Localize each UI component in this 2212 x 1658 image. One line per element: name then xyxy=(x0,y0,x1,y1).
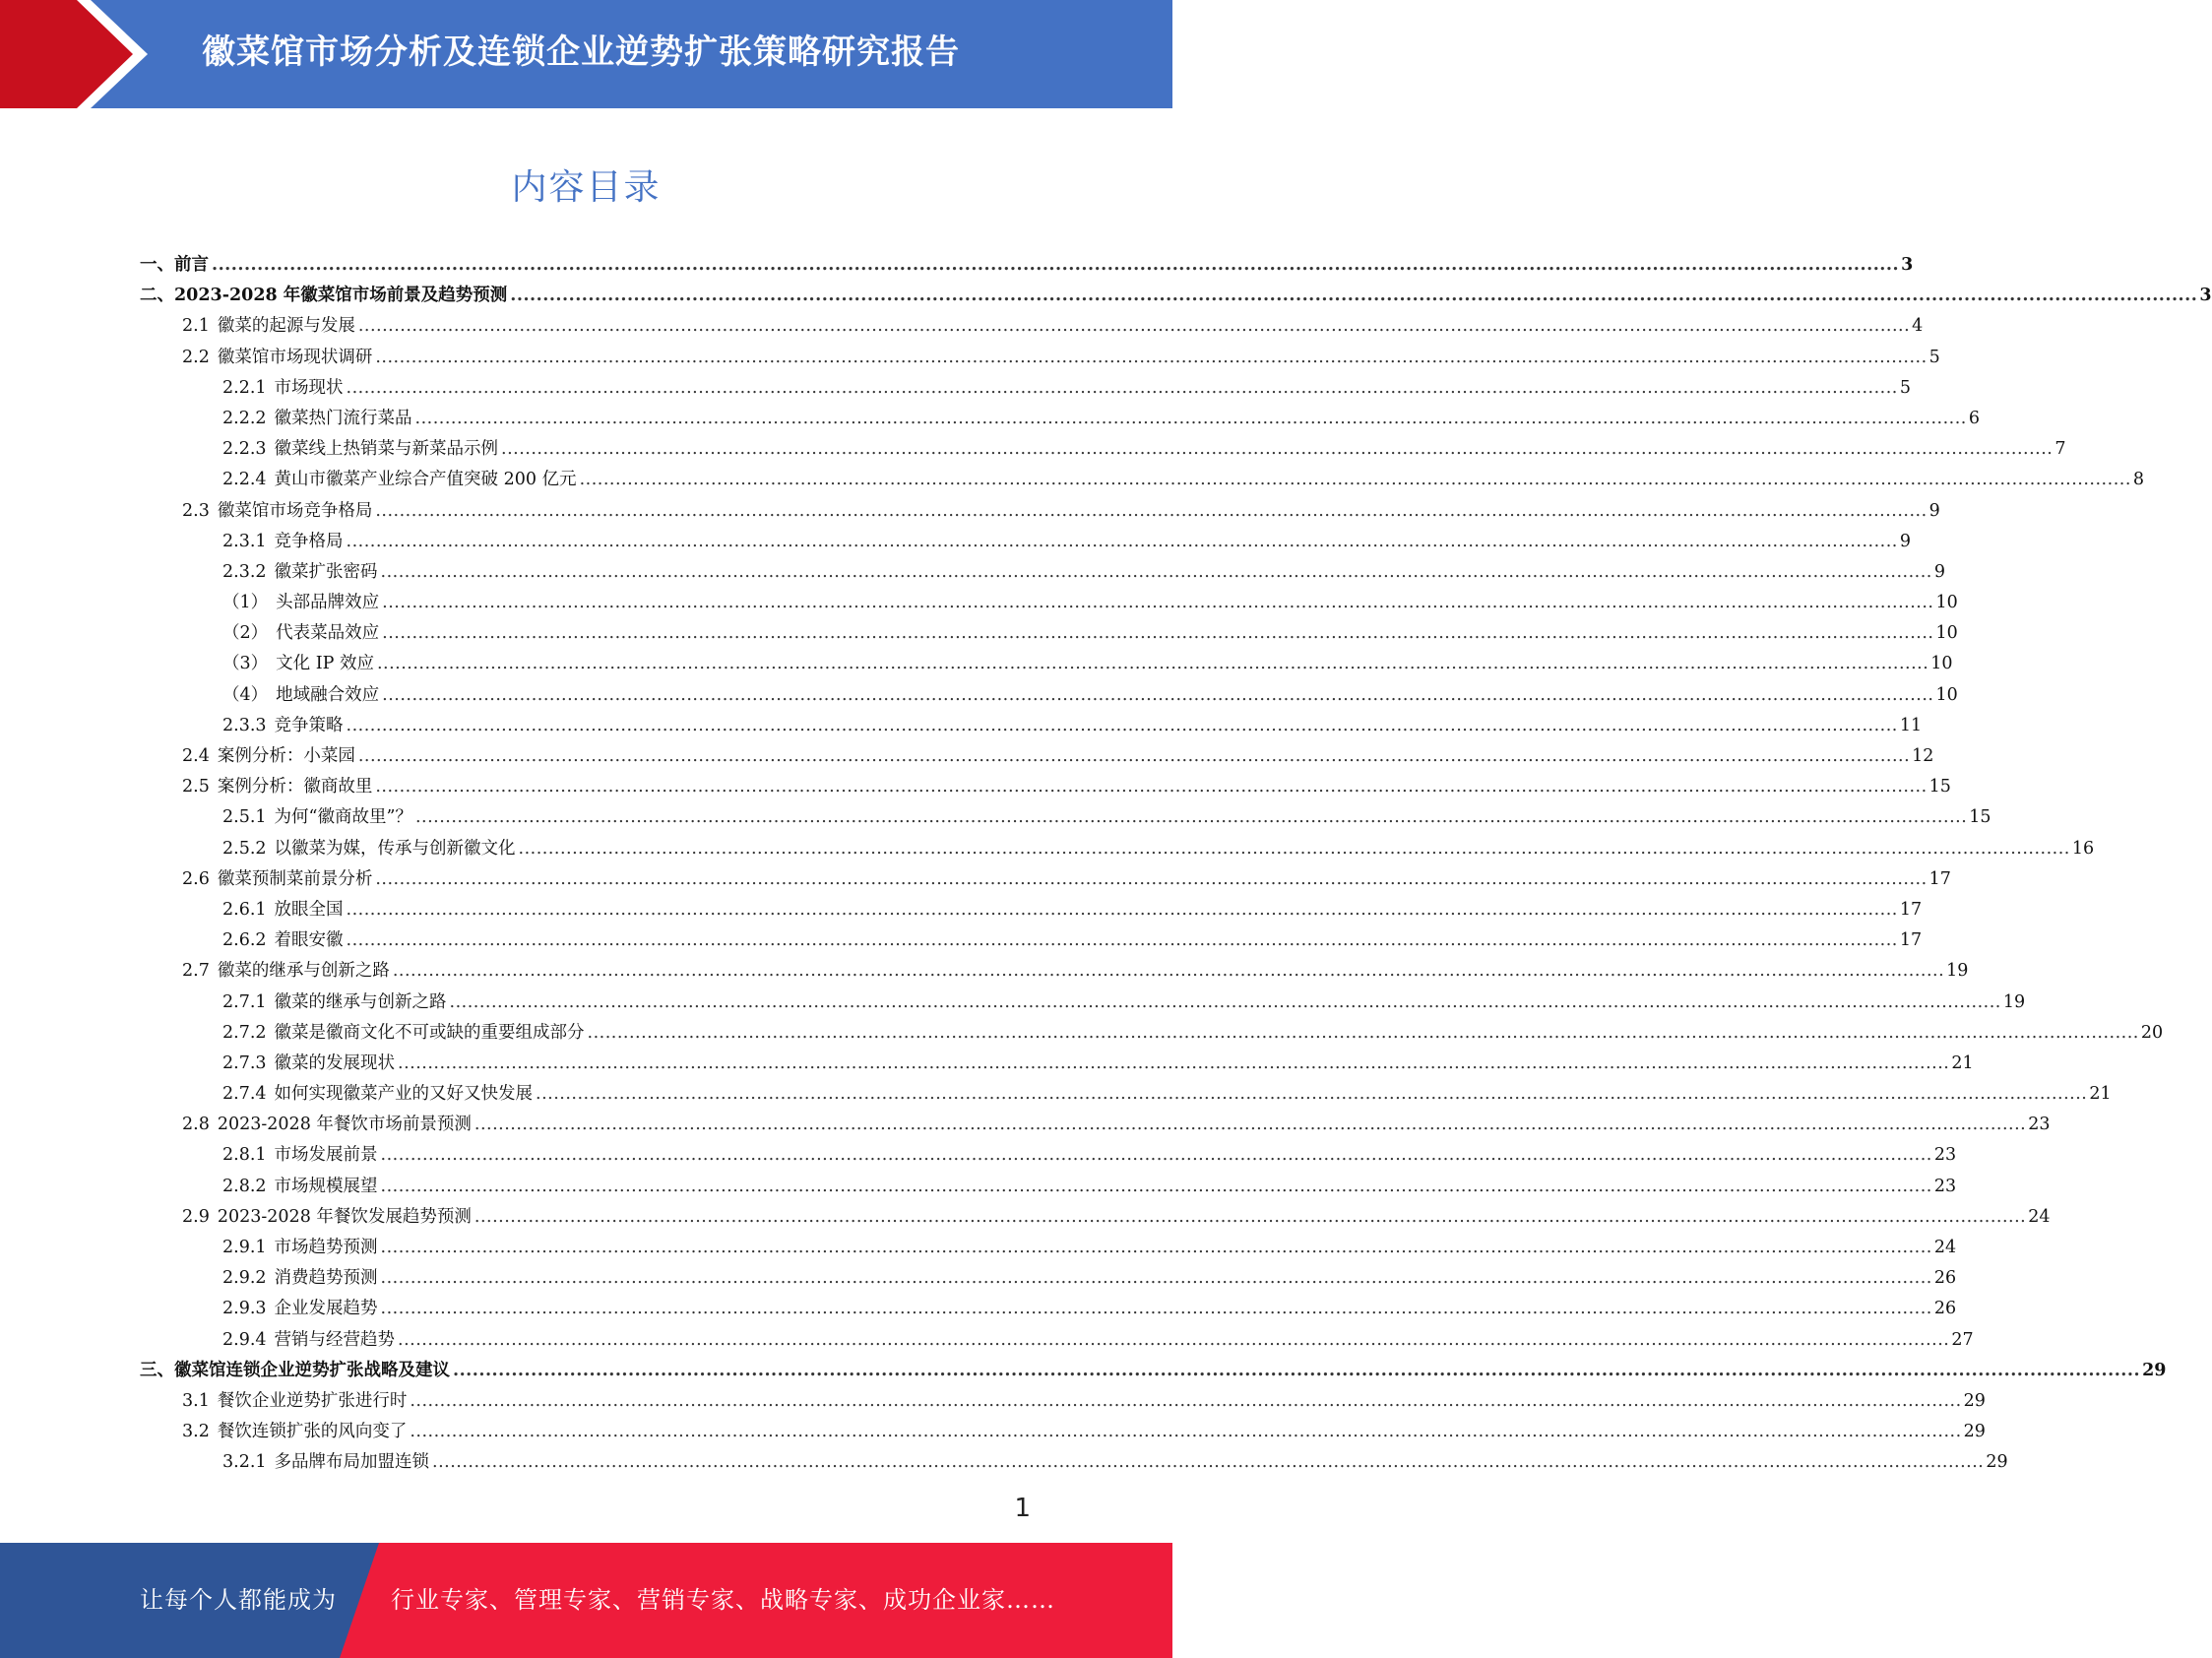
toc-entry-title: 徽菜预制菜前景分析 xyxy=(217,868,373,889)
toc-entry-page: 10 xyxy=(1930,654,1953,674)
toc-entry-number: 2.5 xyxy=(182,777,210,797)
toc-dot-leader: .................................................................................................................................................................................................................................................................... xyxy=(375,347,1928,367)
toc-dot-leader: .................................................................................................................................................................................................................................................................... xyxy=(410,1422,1962,1442)
toc-entry[interactable] xyxy=(140,1325,1974,1356)
toc-entry[interactable] xyxy=(140,343,1940,373)
toc-entry-title: 市场发展前景 xyxy=(274,1145,378,1166)
toc-entry-page: 9 xyxy=(1933,561,1945,582)
toc-entry[interactable] xyxy=(140,1263,1957,1294)
toc-entry-page: 15 xyxy=(1969,807,1991,828)
toc-entry[interactable] xyxy=(140,1386,1986,1417)
table-of-contents xyxy=(140,250,2212,1479)
toc-entry-page: 23 xyxy=(2028,1115,2051,1135)
toc-entry-page: 11 xyxy=(1899,715,1923,735)
header-banner xyxy=(0,0,1172,108)
toc-entry[interactable] xyxy=(140,618,1958,649)
toc-entry-page: 5 xyxy=(1928,347,1940,367)
toc-entry[interactable] xyxy=(140,465,2145,495)
toc-dot-leader: .................................................................................................................................................................................................................................................................... xyxy=(398,1052,1950,1073)
toc-entry-number: 三、 xyxy=(140,1360,174,1380)
page-number: 1 xyxy=(1014,1494,1031,1523)
toc-entry-title: 市场趋势预测 xyxy=(274,1238,378,1257)
toc-dot-leader: .................................................................................................................................................................................................................................................................... xyxy=(474,1206,2027,1227)
toc-entry-title: 徽菜的继承与创新之路 xyxy=(274,991,447,1012)
toc-entry-page: 16 xyxy=(2071,838,2095,859)
toc-entry-page: 3 xyxy=(2199,286,2212,306)
toc-entry-title: 着眼安徽 xyxy=(274,930,344,951)
toc-entry[interactable] xyxy=(140,1202,2051,1233)
toc-entry-number: 2.7.1 xyxy=(222,991,267,1012)
toc-entry-title: 文化 IP 效应 xyxy=(276,654,374,674)
toc-entry-title: 案例分析：徽商故里 xyxy=(217,777,373,797)
toc-entry[interactable] xyxy=(140,1294,1957,1324)
toc-entry-title: 徽菜馆连锁企业逆势扩张战略及建议 xyxy=(174,1360,450,1380)
toc-entry-number: 2.9.1 xyxy=(222,1238,267,1257)
toc-dot-leader: .................................................................................................................................................................................................................................................................... xyxy=(375,500,1928,521)
toc-entry-title: 市场规模展望 xyxy=(274,1176,378,1196)
toc-entry[interactable] xyxy=(140,527,1911,557)
toc-entry-title: 徽菜扩张密码 xyxy=(274,561,378,582)
toc-entry[interactable] xyxy=(140,1447,2008,1478)
toc-entry-number: 二、 xyxy=(140,286,174,306)
toc-dot-leader: .................................................................................................................................................................................................................................................................... xyxy=(510,286,2198,306)
toc-entry[interactable] xyxy=(140,1172,1957,1202)
toc-entry-title: 市场现状 xyxy=(274,377,344,398)
toc-entry[interactable] xyxy=(140,895,1923,925)
toc-heading: 内容目录 xyxy=(511,167,662,208)
toc-entry-title: 放眼全国 xyxy=(274,899,344,920)
toc-entry-title: 徽菜馆市场竞争格局 xyxy=(217,500,373,521)
toc-entry-number: 2.7.3 xyxy=(222,1052,267,1073)
toc-entry-number: 3.2.1 xyxy=(222,1452,267,1473)
toc-entry-number: 2.4 xyxy=(182,746,210,766)
toc-dot-leader: .................................................................................................................................................................................................................................................................... xyxy=(449,991,2001,1012)
toc-entry[interactable] xyxy=(140,1018,2164,1049)
toc-entry-page: 29 xyxy=(1986,1452,2008,1473)
toc-entry[interactable] xyxy=(140,1140,1957,1171)
toc-entry-number: （1） xyxy=(222,593,269,613)
toc-entry-number: 3.1 xyxy=(182,1390,210,1411)
toc-entry-page: 27 xyxy=(1951,1329,1974,1350)
toc-entry-page: 21 xyxy=(1951,1052,1974,1073)
toc-dot-leader: .................................................................................................................................................................................................................................................................... xyxy=(579,470,2131,490)
toc-entry-number: 2.2.2 xyxy=(222,408,267,428)
toc-dot-leader: .................................................................................................................................................................................................................................................................... xyxy=(357,746,1911,766)
toc-entry-page: 24 xyxy=(1933,1238,1957,1257)
toc-entry-number: （3） xyxy=(222,654,269,674)
toc-entry[interactable] xyxy=(140,711,1923,741)
toc-entry-page: 24 xyxy=(2028,1206,2051,1227)
toc-entry[interactable] xyxy=(140,680,1958,711)
toc-entry-title: 消费趋势预测 xyxy=(274,1268,378,1289)
toc-dot-leader: .................................................................................................................................................................................................................................................................... xyxy=(414,408,1967,428)
toc-entry-page: 21 xyxy=(2089,1084,2112,1105)
toc-entry-title: 徽菜的继承与创新之路 xyxy=(217,961,390,982)
toc-dot-leader: .................................................................................................................................................................................................................................................................... xyxy=(212,255,1900,275)
toc-entry[interactable] xyxy=(140,496,1940,527)
toc-entry-page: 8 xyxy=(2132,470,2145,490)
toc-entry[interactable] xyxy=(140,925,1923,956)
toc-entry-page: 3 xyxy=(1901,255,1914,275)
toc-entry[interactable] xyxy=(140,988,2026,1018)
toc-entry-number: 2.9.2 xyxy=(222,1268,267,1289)
toc-entry-title: 如何实现徽菜产业的又好又快发展 xyxy=(274,1084,534,1105)
toc-entry-title: 竞争格局 xyxy=(274,531,344,551)
toc-entry-page: 29 xyxy=(1963,1422,1986,1442)
toc-entry-title: 徽菜热门流行菜品 xyxy=(274,408,412,428)
toc-entry-number: 2.1 xyxy=(182,316,210,337)
toc-entry-page: 9 xyxy=(1899,531,1911,551)
toc-entry[interactable] xyxy=(140,557,1945,588)
toc-entry-number: 2.8.1 xyxy=(222,1145,267,1166)
toc-entry-page: 10 xyxy=(1935,593,1958,613)
toc-entry[interactable] xyxy=(140,649,1953,679)
toc-dot-leader: .................................................................................................................................................................................................................................................................... xyxy=(380,561,1932,582)
toc-entry-page: 23 xyxy=(1933,1176,1957,1196)
toc-entry-number: 2.7 xyxy=(182,961,210,982)
toc-entry-title: 营销与经营趋势 xyxy=(274,1329,396,1350)
toc-entry[interactable] xyxy=(140,434,2066,465)
toc-dot-leader: .................................................................................................................................................................................................................................................................... xyxy=(346,899,1898,920)
toc-dot-leader: .................................................................................................................................................................................................................................................................... xyxy=(357,316,1911,337)
toc-entry-title: 企业发展趋势 xyxy=(274,1299,378,1319)
toc-entry[interactable] xyxy=(140,1356,2167,1386)
toc-entry-title: 竞争策略 xyxy=(274,715,344,735)
header-arrow-graphic xyxy=(0,0,148,108)
report-title: 徽菜馆市场分析及连锁企业逆势扩张策略研究报告 xyxy=(202,32,960,72)
toc-entry-number: 一、 xyxy=(140,255,174,275)
toc-dot-leader: .................................................................................................................................................................................................................................................................... xyxy=(474,1115,2027,1135)
toc-entry-page: 19 xyxy=(1946,961,1969,982)
toc-entry-page: 20 xyxy=(2140,1022,2164,1043)
toc-entry-page: 29 xyxy=(1963,1390,1986,1411)
toc-entry[interactable] xyxy=(140,802,1991,833)
toc-entry[interactable] xyxy=(140,1049,1974,1079)
toc-entry[interactable] xyxy=(140,588,1958,618)
toc-entry-number: 2.5.1 xyxy=(222,807,267,828)
toc-entry[interactable] xyxy=(140,404,1980,434)
toc-dot-leader: .................................................................................................................................................................................................................................................................... xyxy=(382,593,1934,613)
toc-entry-title: 餐饮连锁扩张的风向变了 xyxy=(217,1422,408,1442)
toc-entry-number: 2.2.1 xyxy=(222,377,267,398)
toc-dot-leader: .................................................................................................................................................................................................................................................................... xyxy=(376,654,1929,674)
toc-entry-page: 17 xyxy=(1928,868,1951,889)
toc-entry-title: 徽菜的起源与发展 xyxy=(217,316,355,337)
toc-entry[interactable] xyxy=(140,311,1924,342)
toc-entry-number: 2.8.2 xyxy=(222,1176,267,1196)
toc-entry[interactable] xyxy=(140,1233,1957,1263)
toc-entry-number: 2.3.3 xyxy=(222,715,267,735)
toc-entry-number: 2.2.4 xyxy=(222,470,267,490)
toc-entry-number: 2.8 xyxy=(182,1115,210,1135)
toc-entry-title: 多品牌布局加盟连锁 xyxy=(274,1452,430,1473)
toc-dot-leader: .................................................................................................................................................................................................................................................................... xyxy=(375,868,1928,889)
toc-entry-page: 7 xyxy=(2054,439,2066,460)
toc-dot-leader: .................................................................................................................................................................................................................................................................... xyxy=(380,1299,1932,1319)
toc-entry[interactable] xyxy=(140,281,2212,311)
toc-dot-leader: .................................................................................................................................................................................................................................................................... xyxy=(410,1390,1962,1411)
toc-entry-number: （4） xyxy=(222,684,269,705)
toc-entry-title: 徽菜是徽商文化不可或缺的重要组成部分 xyxy=(274,1022,585,1043)
toc-entry[interactable] xyxy=(140,956,1969,987)
toc-entry-number: 2.7.4 xyxy=(222,1084,267,1105)
toc-entry-title: 餐饮企业逆势扩张进行时 xyxy=(217,1390,408,1411)
toc-dot-leader: .................................................................................................................................................................................................................................................................... xyxy=(392,961,1945,982)
toc-dot-leader: .................................................................................................................................................................................................................................................................... xyxy=(380,1145,1932,1166)
toc-entry-title: 前言 xyxy=(174,255,209,275)
toc-entry-page: 4 xyxy=(1912,316,1924,337)
toc-entry-page: 26 xyxy=(1933,1268,1957,1289)
toc-entry-number: 2.9 xyxy=(182,1206,210,1227)
toc-entry-number: 2.5.2 xyxy=(222,838,267,859)
toc-entry-title: 案例分析：小菜园 xyxy=(217,746,355,766)
toc-entry-page: 17 xyxy=(1899,930,1923,951)
toc-entry-number: 3.2 xyxy=(182,1422,210,1442)
toc-entry-number: 2.9.3 xyxy=(222,1299,267,1319)
toc-entry[interactable] xyxy=(140,250,1914,281)
toc-entry-title: 以徽菜为媒，传承与创新徽文化 xyxy=(274,838,516,859)
toc-entry-title: 黄山市徽菜产业综合产值突破 200 亿元 xyxy=(274,470,577,490)
toc-entry-number: 2.9.4 xyxy=(222,1329,267,1350)
toc-dot-leader: .................................................................................................................................................................................................................................................................... xyxy=(501,439,2054,460)
toc-entry-title: 2023-2028 年餐饮发展趋势预测 xyxy=(217,1206,472,1227)
toc-dot-leader: .................................................................................................................................................................................................................................................................... xyxy=(382,684,1934,705)
toc-entry-number: 2.2 xyxy=(182,347,210,367)
toc-dot-leader: .................................................................................................................................................................................................................................................................... xyxy=(536,1084,2088,1105)
toc-entry-title: 为何“徽商故里”？ xyxy=(274,807,412,828)
toc-entry-page: 19 xyxy=(2002,991,2026,1012)
toc-entry-page: 9 xyxy=(1928,500,1940,521)
toc-dot-leader: .................................................................................................................................................................................................................................................................... xyxy=(380,1176,1932,1196)
toc-entry-title: 2023-2028 年餐饮市场前景预测 xyxy=(217,1115,472,1135)
toc-dot-leader: .................................................................................................................................................................................................................................................................... xyxy=(453,1360,2141,1380)
toc-entry-title: 徽菜的发展现状 xyxy=(274,1052,396,1073)
toc-entry-title: 2023-2028 年徽菜馆市场前景及趋势预测 xyxy=(174,286,508,306)
toc-entry[interactable] xyxy=(140,834,2095,864)
toc-dot-leader: .................................................................................................................................................................................................................................................................... xyxy=(346,715,1898,735)
footer-banner xyxy=(0,1543,1172,1658)
toc-entry-page: 29 xyxy=(2142,1360,2167,1380)
toc-entry-page: 5 xyxy=(1899,377,1911,398)
toc-entry-page: 23 xyxy=(1933,1145,1957,1166)
toc-entry-title: 代表菜品效应 xyxy=(276,623,380,644)
toc-dot-leader: .................................................................................................................................................................................................................................................................... xyxy=(375,777,1928,797)
toc-entry-page: 10 xyxy=(1935,623,1958,644)
toc-dot-leader: .................................................................................................................................................................................................................................................................... xyxy=(380,1268,1932,1289)
toc-entry[interactable] xyxy=(140,741,1934,772)
toc-entry-title: 地域融合效应 xyxy=(276,684,380,705)
toc-entry-number: 2.6 xyxy=(182,868,210,889)
toc-entry-number: 2.2.3 xyxy=(222,439,267,460)
toc-entry-page: 17 xyxy=(1899,899,1923,920)
toc-dot-leader: .................................................................................................................................................................................................................................................................... xyxy=(346,930,1898,951)
toc-dot-leader: .................................................................................................................................................................................................................................................................... xyxy=(432,1452,1985,1473)
toc-entry[interactable] xyxy=(140,864,1951,895)
toc-entry-page: 6 xyxy=(1968,408,1980,428)
toc-dot-leader: .................................................................................................................................................................................................................................................................... xyxy=(398,1329,1950,1350)
toc-entry[interactable] xyxy=(140,1079,2112,1110)
footer-slogan-right: 行业专家、管理专家、营销专家、战略专家、成功企业家…… xyxy=(391,1586,1055,1614)
toc-dot-leader: .................................................................................................................................................................................................................................................................... xyxy=(587,1022,2139,1043)
toc-dot-leader: .................................................................................................................................................................................................................................................................... xyxy=(382,623,1934,644)
toc-entry-title: 头部品牌效应 xyxy=(276,593,380,613)
toc-entry-page: 15 xyxy=(1928,777,1951,797)
toc-dot-leader: .................................................................................................................................................................................................................................................................... xyxy=(346,531,1898,551)
toc-dot-leader: .................................................................................................................................................................................................................................................................... xyxy=(518,838,2070,859)
toc-entry-number: 2.7.2 xyxy=(222,1022,267,1043)
toc-entry-title: 徽菜馆市场现状调研 xyxy=(217,347,373,367)
toc-entry[interactable] xyxy=(140,373,1911,404)
toc-entry-number: （2） xyxy=(222,623,269,644)
toc-entry-number: 2.6.2 xyxy=(222,930,267,951)
toc-dot-leader: .................................................................................................................................................................................................................................................................... xyxy=(380,1238,1932,1257)
toc-entry-page: 10 xyxy=(1935,684,1958,705)
toc-entry-number: 2.3.1 xyxy=(222,531,267,551)
toc-entry-page: 26 xyxy=(1933,1299,1957,1319)
footer-slogan-left: 让每个人都能成为 xyxy=(140,1586,337,1614)
toc-entry-number: 2.3.2 xyxy=(222,561,267,582)
toc-entry[interactable] xyxy=(140,1417,1986,1447)
toc-entry-title: 徽菜线上热销菜与新菜品示例 xyxy=(274,439,499,460)
toc-entry-number: 2.3 xyxy=(182,500,210,521)
toc-entry[interactable] xyxy=(140,772,1951,802)
toc-entry-number: 2.6.1 xyxy=(222,899,267,920)
toc-entry[interactable] xyxy=(140,1110,2051,1140)
toc-dot-leader: .................................................................................................................................................................................................................................................................... xyxy=(346,377,1898,398)
toc-entry-page: 12 xyxy=(1912,746,1934,766)
toc-dot-leader: .................................................................................................................................................................................................................................................................... xyxy=(414,807,1968,828)
